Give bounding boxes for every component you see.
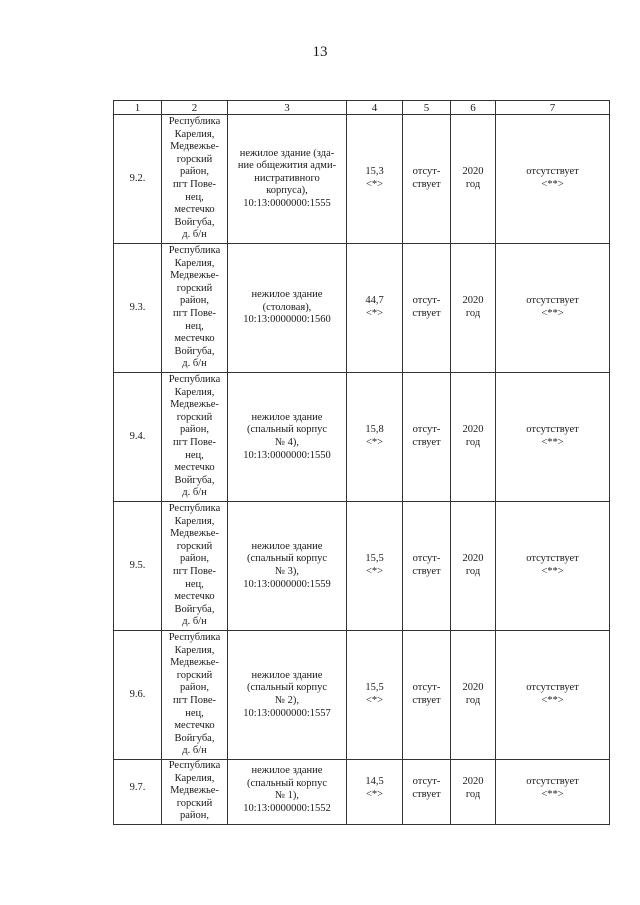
table-row xyxy=(114,115,610,244)
column-header: 5 xyxy=(403,101,451,115)
year-cell: 2020 год xyxy=(451,373,496,502)
note-cell: отсутствует <**> xyxy=(496,502,610,631)
column-header: 6 xyxy=(451,101,496,115)
table-row xyxy=(114,631,610,760)
row-number-cell: 9.7. xyxy=(114,760,162,825)
area-cell: 15,5 <*> xyxy=(347,502,403,631)
row-number-cell: 9.6. xyxy=(114,631,162,760)
location-cell: Республика Карелия, Медвежье- горский район, пгт Пове- нец, местечко Войгуба, д. б/н xyxy=(162,502,228,631)
object-cell: нежилое здание (спальный корпус № 2), 10:13:0000000:1557 xyxy=(228,631,347,760)
column-header: 3 xyxy=(228,101,347,115)
location-cell: Республика Карелия, Медвежье- горский район, пгт Пове- нец, местечко Войгуба, д. б/н xyxy=(162,115,228,244)
encumbrance-cell: отсут- ствует xyxy=(403,244,451,373)
table-row xyxy=(114,244,610,373)
note-cell: отсутствует <**> xyxy=(496,244,610,373)
note-cell: отсутствует <**> xyxy=(496,631,610,760)
column-header: 7 xyxy=(496,101,610,115)
row-number-cell: 9.5. xyxy=(114,502,162,631)
area-cell: 44,7 <*> xyxy=(347,244,403,373)
location-cell: Республика Карелия, Медвежье- горский район, пгт Пове- нец, местечко Войгуба, д. б/н xyxy=(162,373,228,502)
encumbrance-cell: отсут- ствует xyxy=(403,502,451,631)
note-cell: отсутствует <**> xyxy=(496,115,610,244)
encumbrance-cell: отсут- ствует xyxy=(403,115,451,244)
object-cell: нежилое здание (спальный корпус № 3), 10:13:0000000:1559 xyxy=(228,502,347,631)
row-number-cell: 9.2. xyxy=(114,115,162,244)
property-table xyxy=(113,100,610,825)
area-cell: 15,5 <*> xyxy=(347,631,403,760)
row-number-cell: 9.4. xyxy=(114,373,162,502)
area-cell: 14,5 <*> xyxy=(347,760,403,825)
encumbrance-cell: отсут- ствует xyxy=(403,373,451,502)
location-cell: Республика Карелия, Медвежье- горский район, пгт Пове- нец, местечко Войгуба, д. б/н xyxy=(162,631,228,760)
table-header-row xyxy=(114,101,610,115)
row-number-cell: 9.3. xyxy=(114,244,162,373)
year-cell: 2020 год xyxy=(451,760,496,825)
object-cell: нежилое здание (спальный корпус № 1), 10:13:0000000:1552 xyxy=(228,760,347,825)
year-cell: 2020 год xyxy=(451,631,496,760)
note-cell: отсутствует <**> xyxy=(496,760,610,825)
area-cell: 15,3 <*> xyxy=(347,115,403,244)
page-number: 13 xyxy=(312,44,328,60)
column-header: 1 xyxy=(114,101,162,115)
year-cell: 2020 год xyxy=(451,502,496,631)
table-row xyxy=(114,502,610,631)
year-cell: 2020 год xyxy=(451,244,496,373)
table-row xyxy=(114,373,610,502)
object-cell: нежилое здание (спальный корпус № 4), 10:13:0000000:1550 xyxy=(228,373,347,502)
area-cell: 15,8 <*> xyxy=(347,373,403,502)
encumbrance-cell: отсут- ствует xyxy=(403,760,451,825)
location-cell: Республика Карелия, Медвежье- горский район, пгт Пове- нец, местечко Войгуба, д. б/н xyxy=(162,244,228,373)
column-header: 4 xyxy=(347,101,403,115)
year-cell: 2020 год xyxy=(451,115,496,244)
object-cell: нежилое здание (столовая), 10:13:0000000:1560 xyxy=(228,244,347,373)
column-header: 2 xyxy=(162,101,228,115)
location-cell: Республика Карелия, Медвежье- горский район, xyxy=(162,760,228,825)
object-cell: нежилое здание (зда- ние общежития адми- нистративного корпуса), 10:13:0000000:1555 xyxy=(228,115,347,244)
note-cell: отсутствует <**> xyxy=(496,373,610,502)
table-row xyxy=(114,760,610,825)
encumbrance-cell: отсут- ствует xyxy=(403,631,451,760)
